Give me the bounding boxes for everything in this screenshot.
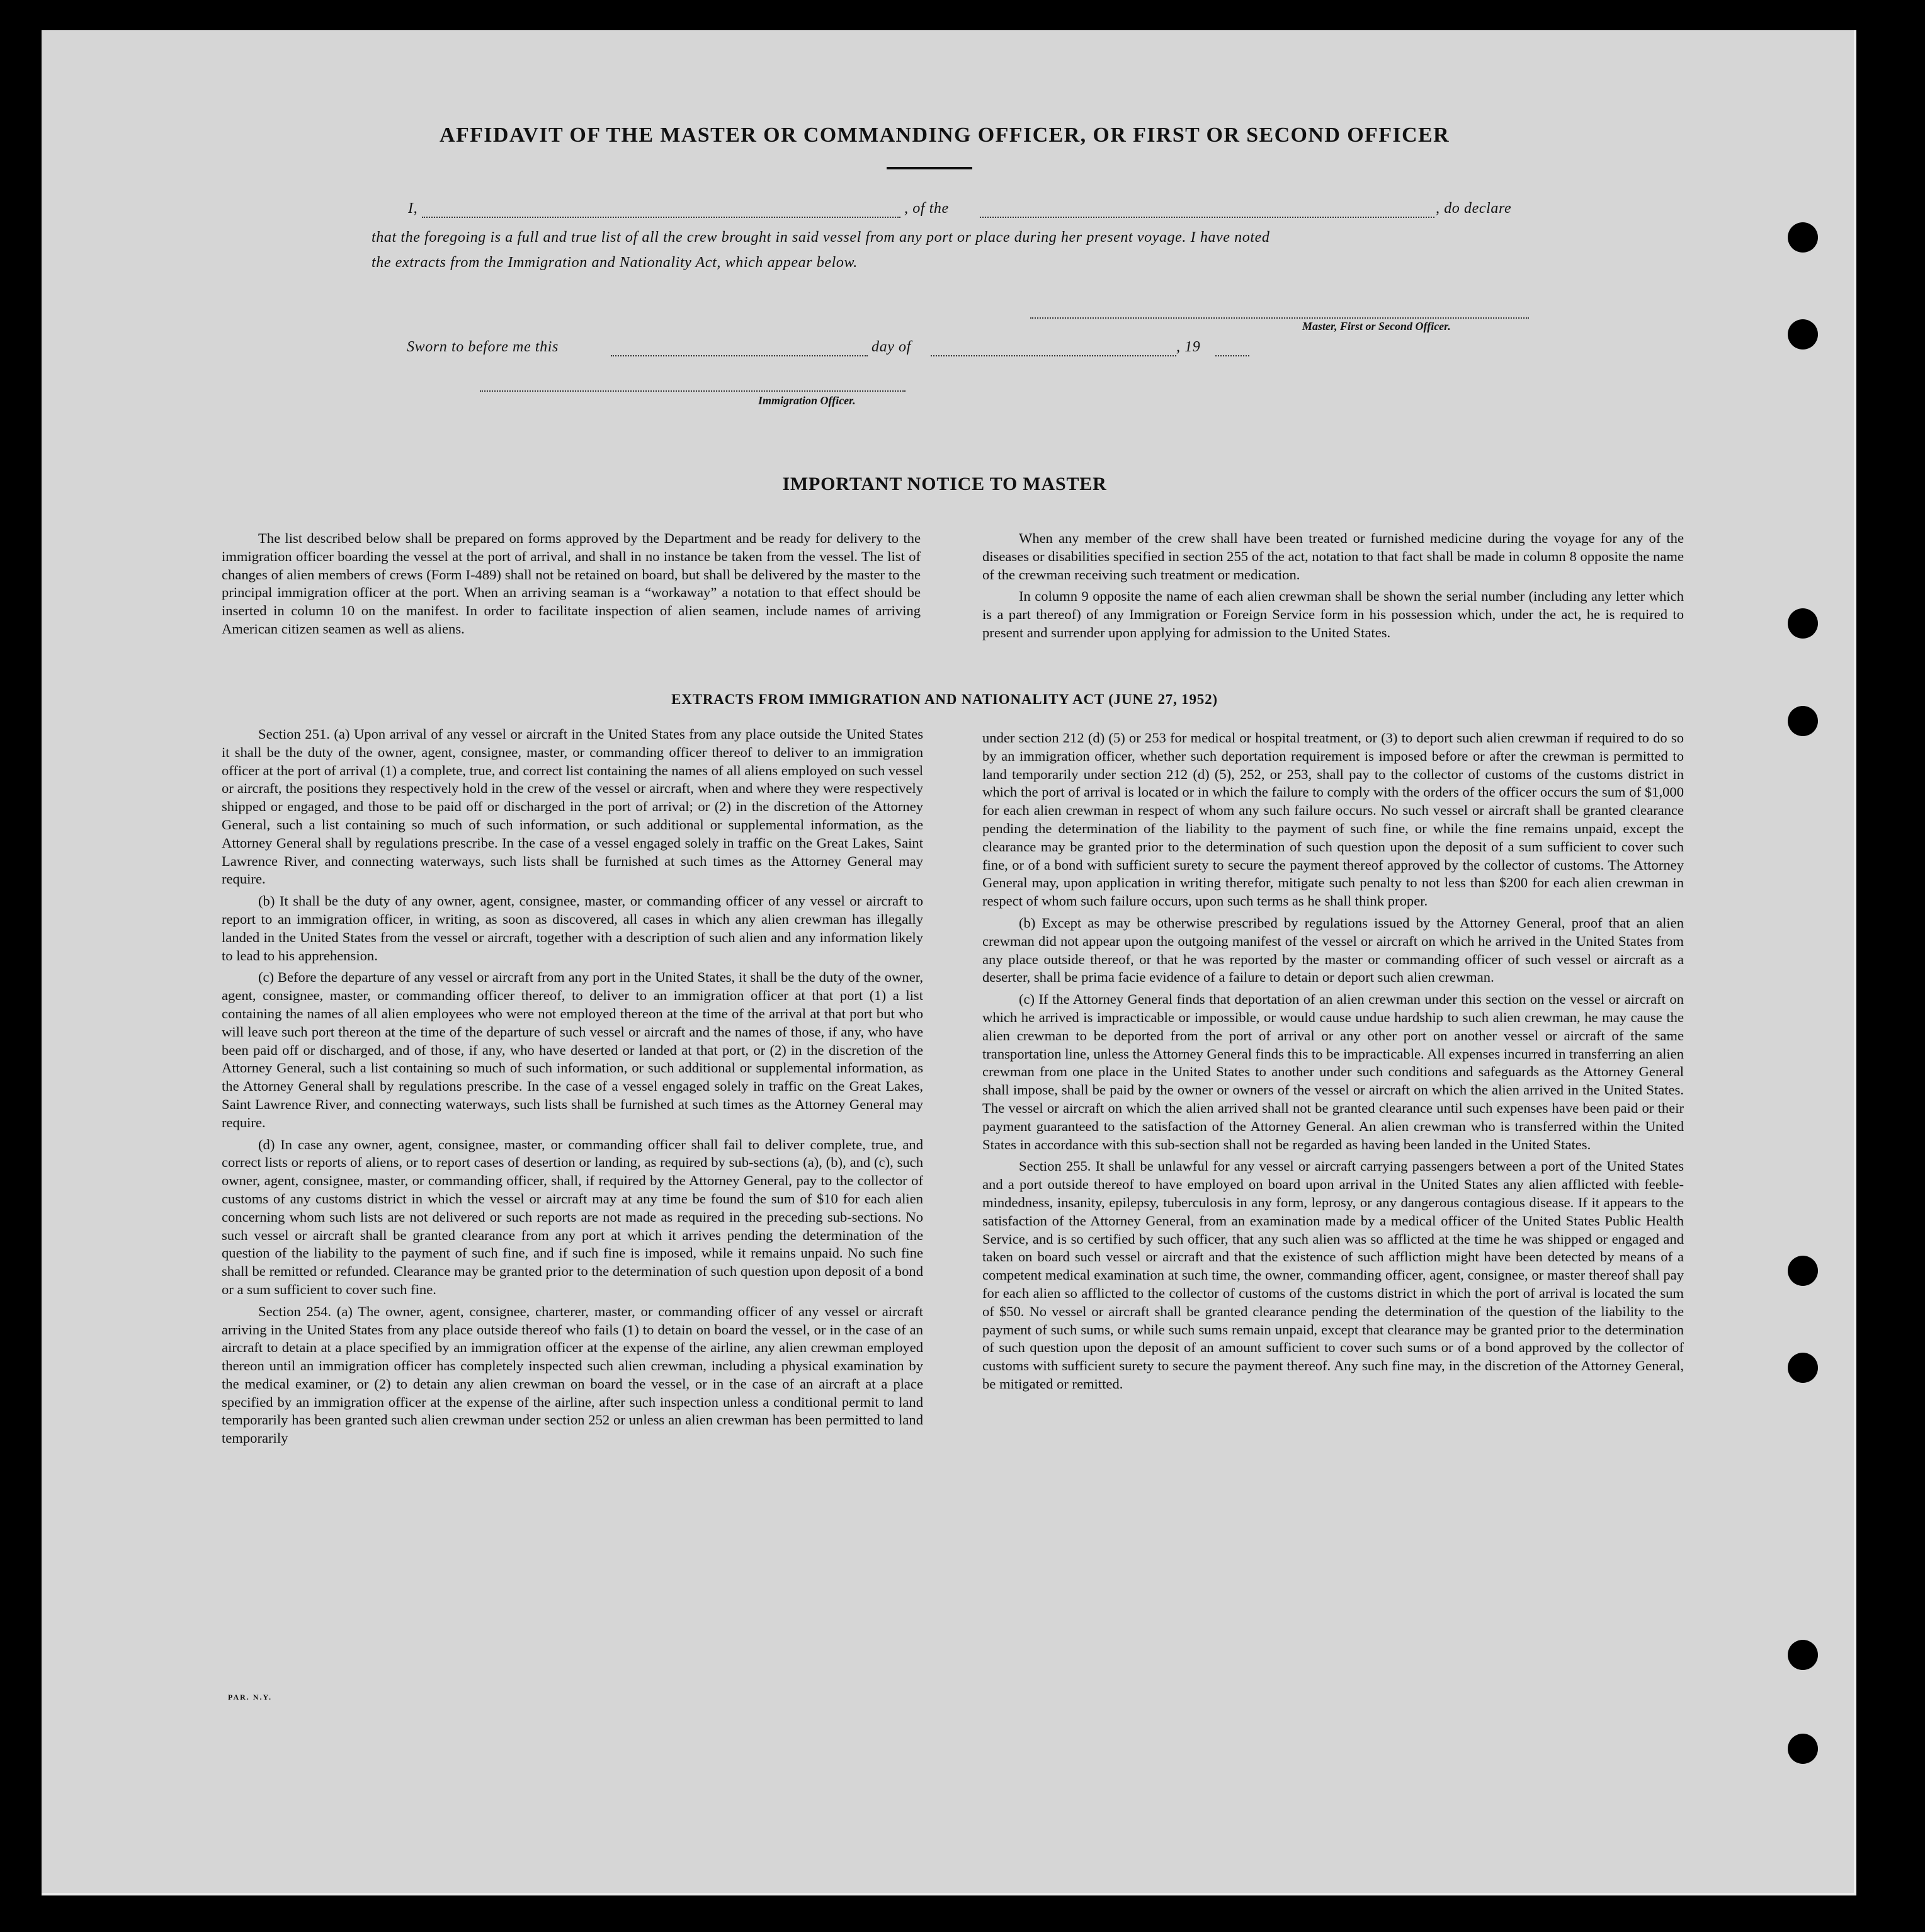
section-251c: (c) Before the departure of any vessel or aircraft from any port in the United States, it shall be the duty of the owner, agent, consignee, master, or commanding officer thereof, to deliver to an immigration officer at that port (1) a list containing the names of all alien employees who were not employed thereon at the time of the arrival at that port but who will leave such port thereon at the time of the departure of such vessel or aircraft and the names of those, if any, who have been paid off or discharged, and of those, if any, who have deserted or landed at that port, or (2) in the discretion of the Attorney General, such a list containing so much of such information, or such additional or supplemental information, as the Attorney General shall by regulations prescribe. In the case of a vessel engaged solely in traffic on the Great Lakes, Saint Lawrence River, and connecting waterways, such lists shall be furnished at such times as the Attorney General may require. bbox=[222, 969, 923, 1130]
notice-left-column bbox=[222, 530, 921, 642]
declarant-name-field[interactable] bbox=[422, 217, 900, 218]
punch-hole bbox=[1788, 1353, 1818, 1383]
extracts-left-column bbox=[222, 725, 923, 1452]
notice-paragraph: In column 9 opposite the name of each alien crewman shall be shown the serial number (including any letter which is a part thereof) of any Immigration or Foreign Service form in his possession which, under the act, he is required to present and surrender upon applying for admission to the United States. bbox=[982, 588, 1684, 640]
section-255: Section 255. It shall be unlawful for any vessel or aircraft carrying passengers between a port of the United States and a port outside thereof to have employed on board upon arrival in the United States any alien afflicted with feeble-mindedness, insanity, epilepsy, tuberculosis in any form, leprosy, or any dangerous contagious disease. If it appears to the satisfaction of the Attorney General, from an examination made by a medical officer of the United States Public Health Service, and is so certified by such officer, that any such alien was so afflicted at the time he was shipped or engaged and taken on board such vessel or aircraft and that the existence of such affliction might have been detected by means of a competent medical examination at such time, the owner, commanding officer, agent, consignee, or master thereof shall pay for each alien so afflicted to the collector of customs of the customs district in which the port of arrival is located the sum of $50. No vessel or aircraft shall be granted clearance pending the determination of the question of the liability to the payment of such sums, or while such sums remain unpaid, except that clearance may be granted prior to the determination of such question upon the deposit of an amount sufficient to cover such sums or of a bond approved by the collector of customs with sufficient surety to secure the payment thereof. Any such fine may, in the discretion of the Attorney General, be mitigated or remitted. bbox=[982, 1158, 1684, 1392]
declaration-line-3: the extracts from the Immigration and Nationality Act, which appear below. bbox=[372, 254, 858, 271]
punch-hole bbox=[1788, 1640, 1818, 1670]
declaration-line-2: that the foregoing is a full and true list of all the crew brought in said vessel from any port or place during her present voyage. I have noted bbox=[372, 229, 1270, 246]
sworn-month-field[interactable] bbox=[931, 355, 1176, 356]
day-of-label: day of bbox=[872, 339, 911, 355]
vessel-name-field[interactable] bbox=[980, 217, 1434, 218]
notice-title: IMPORTANT NOTICE TO MASTER bbox=[782, 474, 1107, 494]
notice-paragraph: The list described below shall be prepared on forms approved by the Department and be ready for delivery to the immigration officer boarding the vessel at the port of arrival, and shall in no instance be taken from the vessel. The list of changes of alien members of crews (Form I-489) shall not be retained on board, but shall be delivered by the master to the principal immigration officer at the port. When an arriving seaman is a “workaway” a notation to that effect should be inserted in column 10 on the manifest. In order to facilitate inspection of alien seamen, include names of arriving American citizen seamen as well as aliens. bbox=[222, 530, 921, 637]
title-underline bbox=[887, 167, 972, 169]
sworn-day-field[interactable] bbox=[611, 355, 868, 356]
section-254b: (b) Except as may be otherwise prescribed by regulations issued by the Attorney General, proof that an alien crewman did not appear upon the outgoing manifest of the vessel or aircraft on which he arrived in the United States from any place outside thereof, or that he was reported by the master or commanding officer of such vessel or aircraft as a deserter, shall be prima facie evidence of a failure to detain or deport such alien crewman. bbox=[982, 914, 1684, 986]
punch-hole bbox=[1788, 1734, 1818, 1764]
extracts-right-column bbox=[982, 729, 1684, 1397]
immigration-officer-signature-field[interactable] bbox=[480, 390, 906, 392]
section-254c: (c) If the Attorney General finds that deportation of an alien crewman under this section on the vessel or aircraft on which he arrived is impracticable or impossible, or would cause undue hardship to such alien crewman, he may cause the alien crewman to be deported from the port of arrival or any other port on another vessel or aircraft of the same transportation line, unless the Attorney General finds this to be impracticable. All expenses incurred in transferring an alien crewman from one place in the United States to another under such conditions and safeguards as the Attorney General shall impose, shall be paid by the owner or owners of the vessel or aircraft on which the alien arrived in the United States. The vessel or aircraft on which the alien arrived shall not be granted clearance until such expenses have been paid or their payment guaranteed to the satisfaction of the Attorney General. An alien crewman who is transferred within the United States in accordance with this sub-section shall not be regarded as having been landed in the United States. bbox=[982, 991, 1684, 1152]
immigration-officer-label: Immigration Officer. bbox=[758, 394, 856, 407]
declarant-prefix: I, bbox=[408, 200, 418, 217]
punch-hole bbox=[1788, 319, 1818, 349]
sworn-label: Sworn to before me this bbox=[407, 339, 559, 355]
punch-hole bbox=[1788, 608, 1818, 639]
master-signature-field[interactable] bbox=[1030, 317, 1529, 319]
printer-mark: PAR. N.Y. bbox=[228, 1693, 273, 1702]
of-the-label: , of the bbox=[904, 200, 949, 217]
affidavit-title: AFFIDAVIT OF THE MASTER OR COMMANDING OFFICER, OR FIRST OR SECOND OFFICER bbox=[440, 123, 1450, 147]
punch-hole bbox=[1788, 706, 1818, 736]
section-251d: (d) In case any owner, agent, consignee, master, or commanding officer shall fail to deliver complete, true, and correct lists or reports of aliens, or to report cases of desertion or landing, as required by sub-sections (a), (b), and (c), such owner, agent, consignee, master, or commanding officer, shall, if required by the Attorney General, pay to the collector of customs of any customs district in which the vessel or aircraft may at any time be found the sum of $10 for each alien concerning whom such lists are not delivered or such reports are not made as required in the preceding sub-sections. No such vessel or aircraft shall be granted clearance from any port at which it arrives pending the determination of the question of the liability to the payment of such fine, and if such fine is imposed, while it remains unpaid. No such fine shall be remitted or refunded. Clearance may be granted prior to the determination of such question upon deposit of a bond or a sum sufficient to cover such fine. bbox=[222, 1136, 923, 1297]
section-254a: Section 254. (a) The owner, agent, consignee, charterer, master, or commanding officer of any vessel or aircraft arriving in the United States from any place outside thereof who fails (1) to detain on board the vessel, or in the case of an aircraft to detain at a place specified by an immigration officer at the expense of the airline, any alien crewman employed thereon until an immigration officer has completely inspected such alien crewman, including a physical examination by the medical examiner, or (2) to detain any alien crewman on board the vessel, or in the case of an aircraft at a place specified by an immigration officer at the expense of the airline, after such inspection unless a conditional permit to land temporarily has been granted such alien crewman under section 252 or unless an alien crewman has been permitted to land temporarily bbox=[222, 1303, 923, 1446]
extracts-title: EXTRACTS FROM IMMIGRATION AND NATIONALITY ACT (JUNE 27, 1952) bbox=[671, 691, 1218, 707]
master-signature-label: Master, First or Second Officer. bbox=[1302, 320, 1451, 332]
notice-right-column bbox=[982, 530, 1684, 646]
punch-hole bbox=[1788, 222, 1818, 253]
sworn-year-field[interactable] bbox=[1215, 355, 1249, 356]
section-251b: (b) It shall be the duty of any owner, agent, consignee, master, or commanding officer of any vessel or aircraft to report to an immigration officer, in writing, as soon as discovered, all cases in which any alien crewman has illegally landed in the United States from the vessel or aircraft, together with a description of such alien and any information likely to lead to his apprehension. bbox=[222, 893, 923, 963]
punch-hole bbox=[1788, 1256, 1818, 1286]
section-251a: Section 251. (a) Upon arrival of any vessel or aircraft in the United States from any place outside the United States it shall be the duty of the owner, agent, consignee, master, or commanding officer thereof to deliver to an immigration officer at the port of arrival (1) a complete, true, and correct list containing the names of all aliens employed on such vessel or aircraft, the positions they respectively hold in the crew of the vessel or aircraft, when and where they were respectively shipped or engaged, and those to be paid off or discharged in the port of arrival; or (2) in the discretion of the Attorney General, such a list containing so much of such information, or such additional or supplemental information, as the Attorney General shall by regulations prescribe. In the case of a vessel engaged solely in traffic on the Great Lakes, Saint Lawrence River, and connecting waterways, such lists shall be furnished at such times as the Attorney General may require. bbox=[222, 726, 923, 887]
section-254a-continued: under section 212 (d) (5) or 253 for medical or hospital treatment, or (3) to deport such alien crewman if required to do so by an immigration officer, whether such deportation requirement is imposed before or after the crewman is permitted to land temporarily under section 212 (d) (5), 252, or 253, shall pay to the collector of customs of the customs district in which the port of arrival is located or in which the failure to comply with the orders of the officer occurs the sum of $1,000 for each alien crewman in respect of whom any such failure occurs. No such vessel or aircraft shall be granted clearance pending the determination of the liability to the payment of such fine, or while the fine remains unpaid, except the clearance may be granted prior to the determination of such question upon the deposit of a sum sufficient to cover such fine, or of a bond with sufficient surety to secure the payment thereof approved by the collector of customs. The Attorney General may, upon application in writing therefor, mitigate such penalty to not less than $200 for each alien crewman in respect of whom such failure occurs, upon such terms as he shall think proper. bbox=[982, 730, 1684, 909]
do-declare-label: , do declare bbox=[1436, 200, 1512, 217]
notice-paragraph: When any member of the crew shall have been treated or furnished medicine during the voyage for any of the diseases or disabilities specified in section 255 of the act, notation to that fact shall be made in column 8 opposite the name of the crewman receiving such treatment or medication. bbox=[982, 530, 1684, 582]
year-label: , 19 bbox=[1176, 339, 1201, 355]
